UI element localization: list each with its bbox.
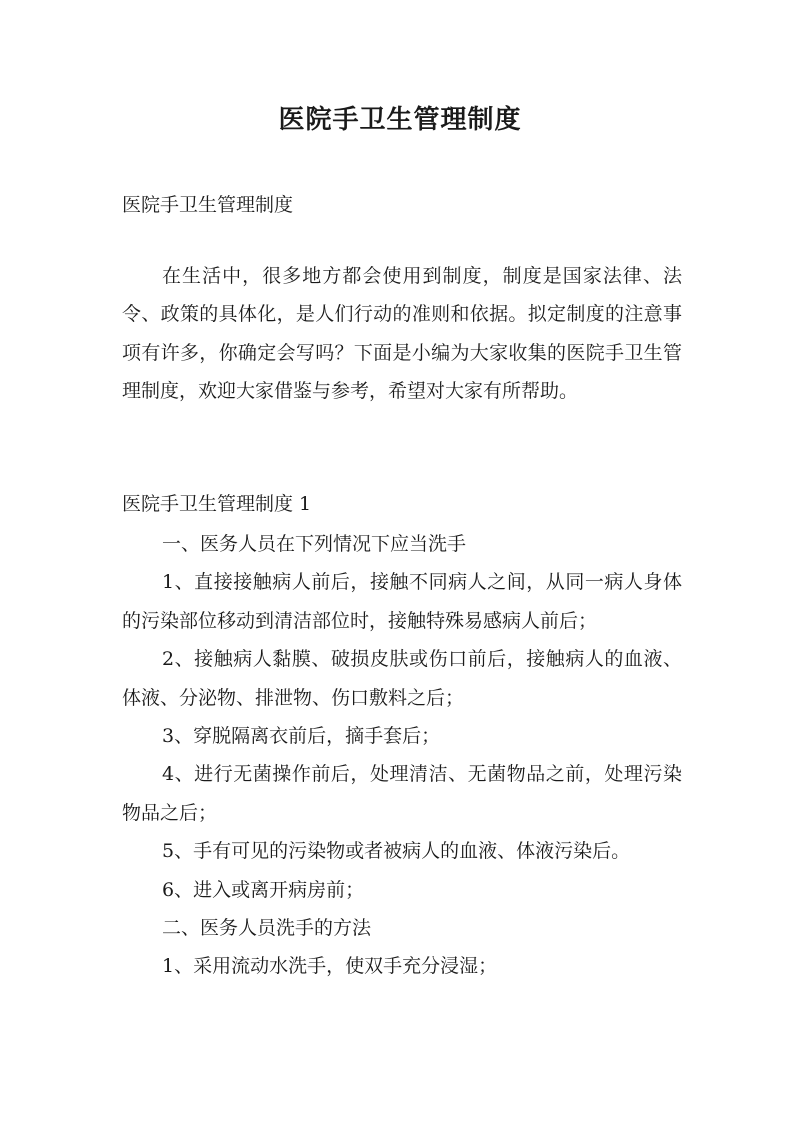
paragraph: 1、采用流动水洗手，使双手充分浸湿； [162,955,498,978]
paragraph: 2、接触病人黏膜、破损皮肤或伤口前后，接触病人的血液、体液、分泌物、排泄物、伤口敷料之后； [122,648,682,709]
paragraph: 4、进行无菌操作前后，处理清洁、无菌物品之前，处理污染物品之后； [122,763,682,824]
document-subtitle: 医院手卫生管理制度 [122,194,294,216]
paragraph: 一、医务人员在下列情况下应当洗手 [162,533,467,555]
paragraph: 6、进入或离开病房前； [162,878,365,901]
intro-paragraph: 在生活中，很多地方都会使用到制度，制度是国家法律、法令、政策的具体化，是人们行动的准则和依据。拟定制度的注意事项有许多，你确定会写吗？下面是小编为大家收集的医院手卫生管理制度，欢迎大家借鉴与参考，希望对大家有所帮助。 [122,265,682,403]
paragraph: 3、穿脱隔离衣前后，摘手套后； [162,725,441,748]
paragraph: 1、直接接触病人前后，接触不同病人之间，从同一病人身体的污染部位移动到清洁部位时，接触特殊易感病人前后； [122,571,682,632]
document-title: 医院手卫生管理制度 [278,105,522,135]
paragraph: 二、医务人员洗手的方法 [162,917,372,940]
paragraph: 5、手有可见的污染物或者被病人的血液、体液污染后。 [162,840,631,863]
section-title: 医院手卫生管理制度 1 [122,493,312,515]
section-body [122,525,682,986]
